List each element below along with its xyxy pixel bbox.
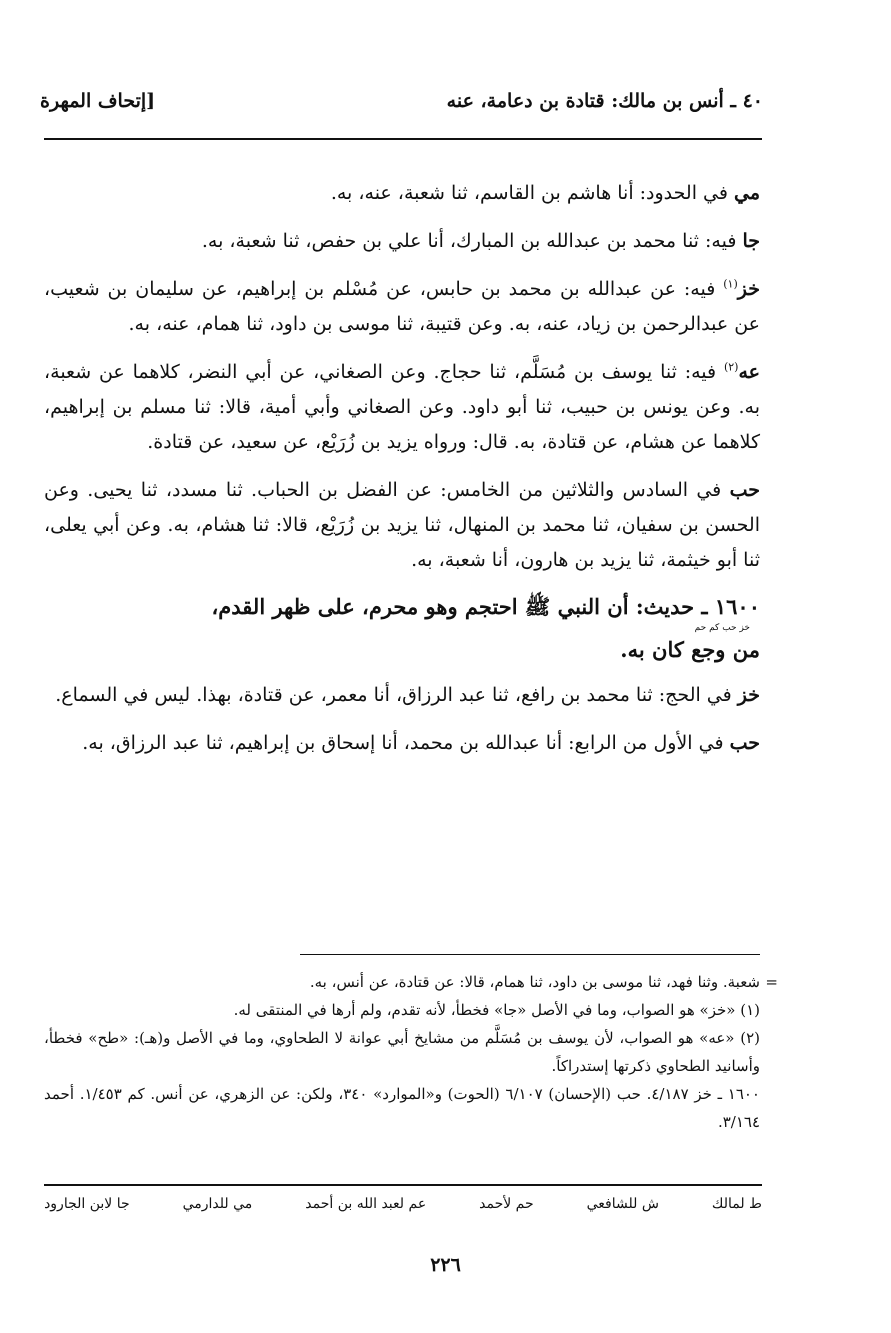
legend-item: جا لابن الجارود xyxy=(44,1196,130,1212)
footnote-ref: (٢) xyxy=(723,360,739,374)
continuation-mark: = xyxy=(765,973,778,991)
source-code: مي xyxy=(733,182,760,204)
footnote-rule xyxy=(300,954,760,955)
paragraph-ja xyxy=(44,224,760,259)
footnote-2: (٢) «عه» هو الصواب، لأن يوسف بن مُسَلَّم من مشايخ أبي عوانة لا الطحاوي، وما في الأصل و(هـ): «طح» فخطأ، وأسانيد الطحاوي ذكرتها إستدراكاً. xyxy=(44,1029,760,1075)
footnote-continuation xyxy=(44,968,778,996)
main-text xyxy=(44,176,760,774)
hadith-heading: ١٦٠٠ ـ حديث: أن النبي ﷺ احتجم وهو محرم، على ظهر القدم، xyxy=(211,594,760,619)
paragraph-mi xyxy=(44,176,760,211)
source-code: جا xyxy=(742,230,760,252)
source-code: عه xyxy=(738,361,760,383)
paragraph-text: في الأول من الرابع: أنا عبدالله بن محمد، أنا إسحاق بن إبراهيم، ثنا عبد الرزاق، به. xyxy=(82,732,730,754)
footnotes xyxy=(44,968,778,1136)
page-number: ٢٢٦ xyxy=(430,1254,461,1276)
source-code: حب xyxy=(729,479,760,501)
footnote-text: شعبة. وثنا فهد، ثنا موسى بن داود، ثنا همام، قالا: عن قتادة، عن أنس، به. xyxy=(309,973,760,991)
paragraph-hib-first xyxy=(44,726,760,761)
hadith-sources: خز حب كم حم xyxy=(694,623,750,633)
paragraph-text: في الحج: ثنا محمد بن رافع، ثنا عبد الرزاق، أنا معمر، عن قتادة، بهذا. ليس في السماع. xyxy=(55,684,738,706)
footnote-1: (١) «خز» هو الصواب، وما في الأصل «جا» فخطأ، لأنه تقدم، ولم أرها في المنتقى له. xyxy=(233,1001,760,1019)
source-code: خز xyxy=(737,278,760,300)
header-rule xyxy=(44,138,762,140)
legend-rule xyxy=(44,1184,762,1186)
paragraph-khuz xyxy=(44,272,760,342)
paragraph-ah xyxy=(44,355,760,460)
book-title: [إتحاف المهرة xyxy=(40,90,156,112)
legend-item: عم لعبد الله بن أحمد xyxy=(305,1196,427,1212)
source-code: خز xyxy=(737,684,760,706)
abbreviation-legend xyxy=(44,1196,762,1212)
source-code: حب xyxy=(729,732,760,754)
legend-item: حم لأحمد xyxy=(479,1196,534,1212)
running-header xyxy=(40,90,763,124)
paragraph-text: فيه: عن عبدالله بن محمد بن حابس، عن مُسْلم بن إبراهيم، عن سليمان بن شعيب، عن عبدالرحمن بن زياد، عنه، به. وعن قتيبة، ثنا موسى بن داود، ثنا همام، عنه، به. xyxy=(44,278,760,335)
hadith-heading-end: من وجع كان به. xyxy=(620,637,760,662)
paragraph-khuz-hajj xyxy=(44,678,760,713)
paragraph-text: في الحدود: أنا هاشم بن القاسم، ثنا شعبة، عنه، به. xyxy=(330,182,734,204)
legend-item: ط لمالك xyxy=(711,1196,762,1212)
paragraph-hib xyxy=(44,473,760,578)
footnote-ref: (١) xyxy=(723,277,738,291)
footnote-hadith-sources: ١٦٠٠ ـ خز ٤/١٨٧. حب (الإحسان) ٦/١٠٧ (الحوت) و«الموارد» ٣٤٠، ولكن: عن الزهري، عن أنس. كم ١/٤٥٣. أحمد ٣/١٦٤. xyxy=(44,1085,760,1131)
paragraph-text: فيه: ثنا محمد بن عبدالله بن المبارك، أنا علي بن حفص، ثنا شعبة، به. xyxy=(201,230,743,252)
paragraph-text: في السادس والثلاثين من الخامس: عن الفضل بن الحباب. ثنا مسدد، ثنا يحيى. وعن الحسن بن سفيان، ثنا محمد بن المنهال، ثنا يزيد بن زُرَيْع، قالا: ثنا هشام، به. وعن أبي يعلى، ثنا أبو خيثمة، ثنا يزيد بن هارون، أنا شعبة، به. xyxy=(44,479,760,571)
paragraph-text: فيه: ثنا يوسف بن مُسَلَّم، ثنا حجاج. وعن الصغاني، عن أبي النضر، كلاهما عن شعبة، به. وعن يونس بن حبيب، ثنا أبو داود. وعن الصغاني وأبي أمية، قالا: ثنا مسلم بن إبراهيم، كلاهما عن هشام، عن قتادة، به. قال: ورواه يزيد بن زُرَيْع، عن سعيد، عن قتادة. xyxy=(44,361,760,453)
chapter-title: ٤٠ ـ أنس بن مالك: قتادة بن دعامة، عنه xyxy=(446,90,763,112)
legend-item: مي للدارمي xyxy=(182,1196,253,1212)
legend-item: ش للشافعي xyxy=(586,1196,659,1212)
